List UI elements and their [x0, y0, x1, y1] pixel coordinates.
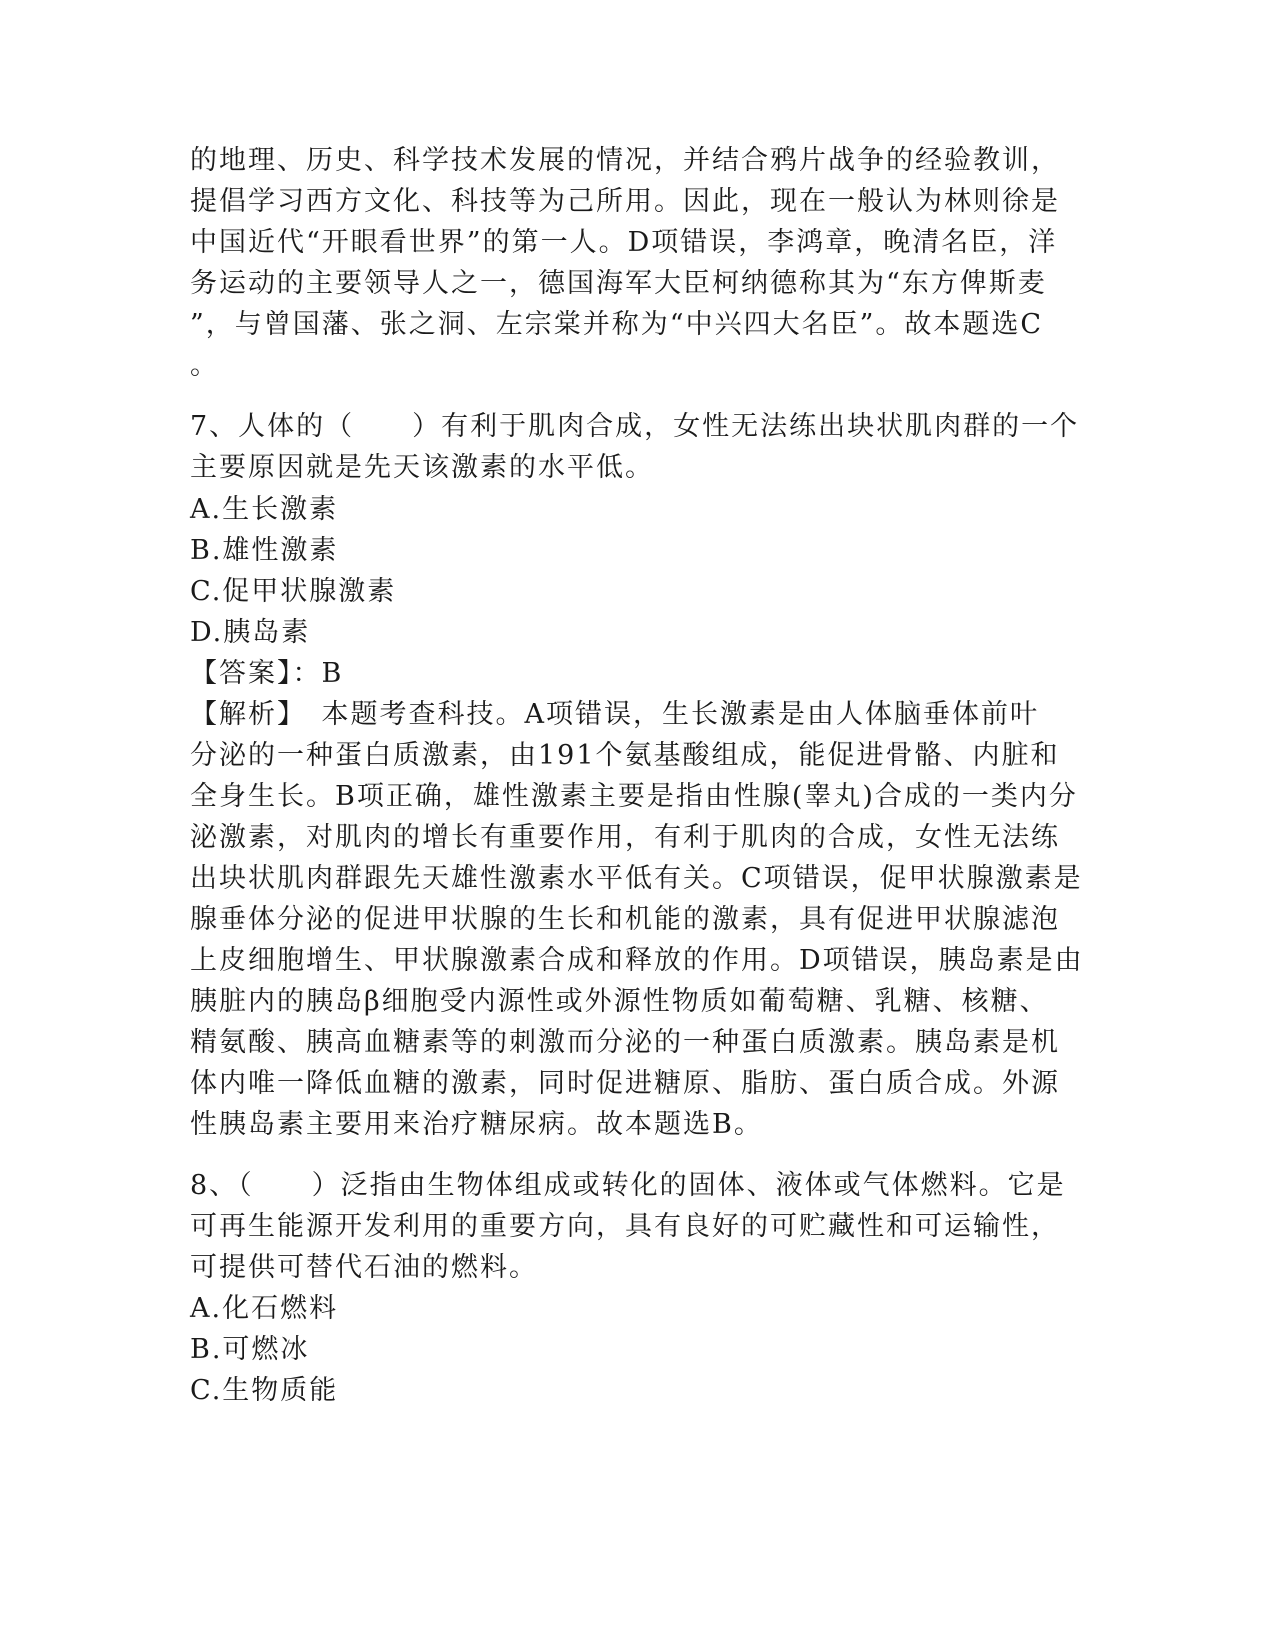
q8-stem-line: 可再生能源开发利用的重要方向，具有良好的可贮藏性和可运输性， — [190, 1211, 1060, 1242]
q7-option-d: D.胰岛素 — [190, 617, 311, 648]
prev-explanation-line: 的地理、历史、科学技术发展的情况，并结合鸦片战争的经验教训， — [190, 145, 1060, 176]
q7-analysis-line: 性胰岛素主要用来治疗糖尿病。故本题选B。 — [190, 1109, 763, 1140]
q7-analysis-line: 精氨酸、胰高血糖素等的刺激而分泌的一种蛋白质激素。胰岛素是机 — [190, 1027, 1060, 1058]
prev-explanation-line: 务运动的主要领导人之一，德国海军大臣柯纳德称其为“东方俾斯麦 — [190, 268, 1047, 299]
q8-option-a: A.化石燃料 — [190, 1293, 339, 1324]
prev-explanation-line: 中国近代“开眼看世界”的第一人。D项错误，李鸿章，晚清名臣，洋 — [190, 227, 1058, 258]
q7-stem-line: 主要原因就是先天该激素的水平低。 — [190, 452, 654, 483]
q8-stem-line: 8、（ ）泛指由生物体组成或转化的固体、液体或气体燃料。它是 — [190, 1170, 1066, 1201]
prev-explanation-line: ”，与曾国藩、张之洞、左宗棠并称为“中兴四大名臣”。故本题选C — [190, 309, 1044, 340]
q7-analysis-line: 泌激素，对肌肉的增长有重要作用，有利于肌肉的合成，女性无法练 — [190, 822, 1060, 853]
prev-explanation-line: 。 — [190, 350, 219, 381]
q7-analysis-line: 分泌的一种蛋白质激素，由191个氨基酸组成，能促进骨骼、内脏和 — [190, 740, 1060, 771]
q8-option-c: C.生物质能 — [190, 1375, 339, 1406]
q7-analysis-line: 全身生长。B项正确，雄性激素主要是指由性腺(睾丸)合成的一类内分 — [190, 781, 1078, 812]
q7-analysis-line: 腺垂体分泌的促进甲状腺的生长和机能的激素，具有促进甲状腺滤泡 — [190, 904, 1060, 935]
q7-analysis-line: 上皮细胞增生、甲状腺激素合成和释放的作用。D项错误，胰岛素是由 — [190, 945, 1084, 976]
q7-option-c: C.促甲状腺激素 — [190, 576, 397, 607]
q7-analysis-line: 胰脏内的胰岛β细胞受内源性或外源性物质如葡萄糖、乳糖、核糖、 — [190, 986, 1049, 1017]
q7-analysis-line: 体内唯一降低血糖的激素，同时促进糖原、脂肪、蛋白质合成。外源 — [190, 1068, 1060, 1099]
q7-option-b: B.雄性激素 — [190, 535, 339, 566]
q7-answer: 【答案】：B — [190, 658, 344, 689]
q8-option-b: B.可燃冰 — [190, 1334, 310, 1365]
q7-analysis-line: 【解析】 本题考查科技。A项错误，生长激素是由人体脑垂体前叶 — [190, 699, 1039, 730]
prev-explanation-line: 提倡学习西方文化、科技等为己所用。因此，现在一般认为林则徐是 — [190, 186, 1060, 217]
q7-stem-line: 7、人体的（ ）有利于肌肉合成，女性无法练出块状肌肉群的一个 — [190, 411, 1080, 442]
q7-option-a: A.生长激素 — [190, 494, 339, 525]
q7-analysis-line: 出块状肌肉群跟先天雄性激素水平低有关。C项错误，促甲状腺激素是 — [190, 863, 1083, 894]
q8-stem-line: 可提供可替代石油的燃料。 — [190, 1252, 538, 1283]
